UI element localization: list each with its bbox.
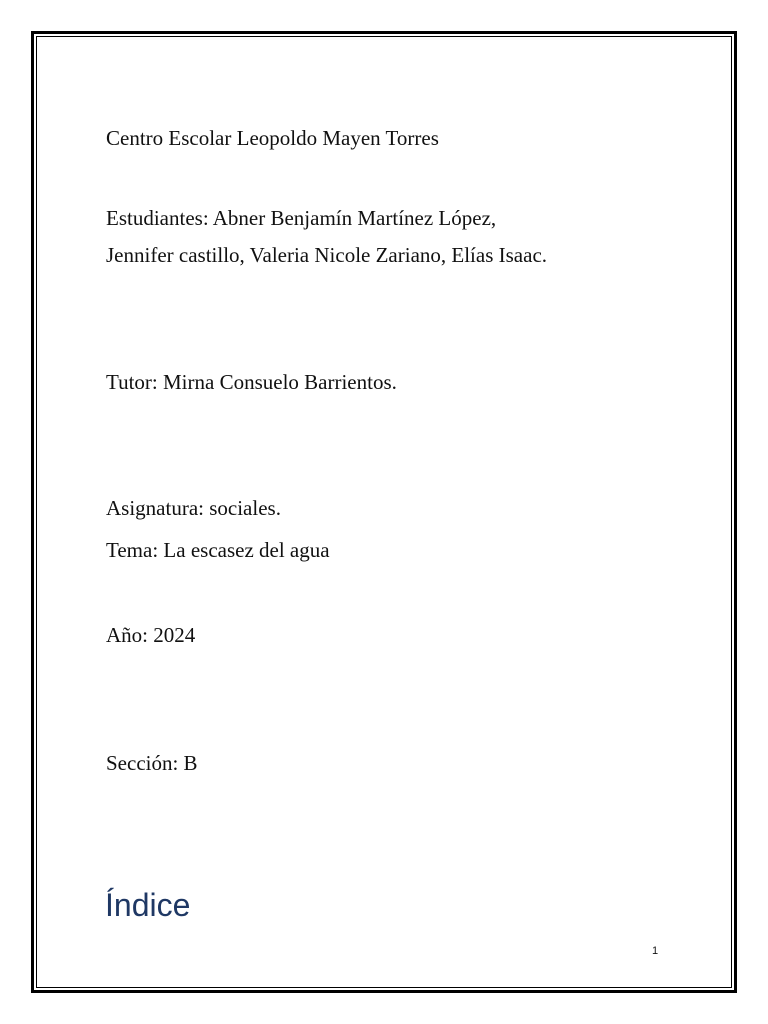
tutor-name: Tutor: Mirna Consuelo Barrientos. [106, 370, 397, 394]
section-line: Sección: B [106, 751, 198, 775]
topic-line: Tema: La escasez del agua [106, 538, 330, 562]
page-number: 1 [652, 945, 659, 957]
students-line-2: Jennifer castillo, Valeria Nicole Zariano, Elías Isaac. [106, 243, 548, 267]
year-line: Año: 2024 [106, 623, 196, 647]
school-name: Centro Escolar Leopoldo Mayen Torres [106, 126, 439, 150]
subject-line: Asignatura: sociales. [106, 496, 281, 520]
students-line-1: Estudiantes: Abner Benjamín Martínez López, [106, 206, 497, 230]
index-heading: Índice [105, 887, 191, 923]
